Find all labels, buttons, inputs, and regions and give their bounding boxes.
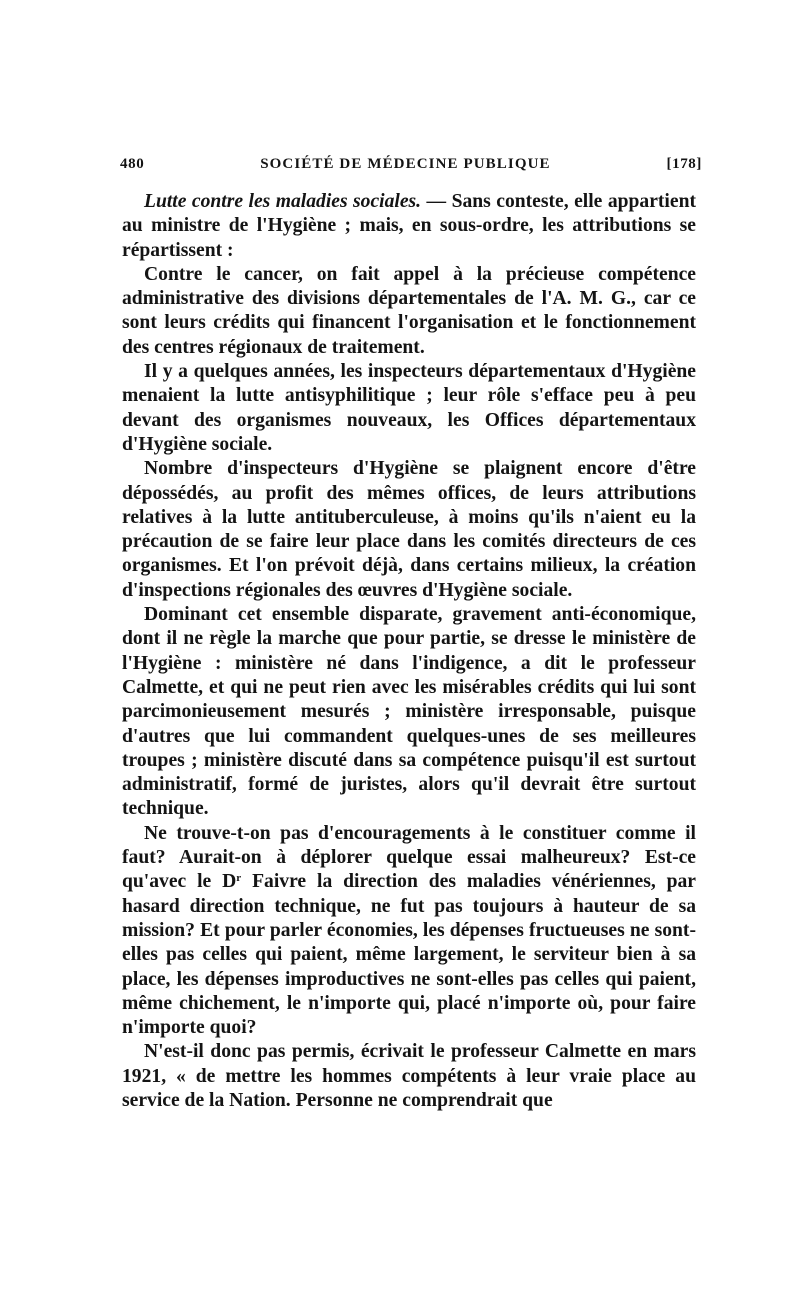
paragraph: Contre le cancer, on fait appel à la précieuse compétence administrative des divisions départementales de l'A. M. G., car ce sont leurs crédits qui financent l'organisation et le fonctionnement des centres régionaux de traitement. xyxy=(122,263,696,358)
paragraph-text: Faivre la direction des maladies vénériennes, par hasard direction technique, ne fut pas toujours à hauteur de sa mission? Et pour parler économies, les dépenses fructueuses ne sont-elles pas celles qui paient, même largement, le serviteur bien à sa place, les dépenses improductives ne sont-elles pas celles qui paient, même chichement, le n'importe qui, placé n'importe où, pour faire n'importe quoi? xyxy=(122,871,696,1039)
body-text xyxy=(122,190,696,1113)
paragraph: Nombre d'inspecteurs d'Hygiène se plaignent encore d'être dépossédés, au profit des mêmes offices, de leurs attributions relatives à la lutte antituberculeuse, à moins qu'ils n'aient eu la précaution de se faire leur place dans les comités directeurs de ces organismes. Et l'on prévoit déjà, dans certains milieux, la création d'inspections régionales des œuvres d'Hygiène sociale. xyxy=(122,458,696,601)
running-title: SOCIÉTÉ DE MÉDECINE PUBLIQUE xyxy=(260,156,551,172)
paragraph-text: Ne trouve-t-on pas d'encouragements à le constituer comme il faut? Aurait-on à déplorer quelque essai malheureux? Est-ce qu'avec le D xyxy=(122,822,696,893)
paragraph-text: — Sans conteste, elle appartient au ministre de l'Hygiène ; mais, en sous-ordre, les attributions se répartissent : xyxy=(122,191,696,261)
paragraph xyxy=(122,190,696,263)
paragraph: Il y a quelques années, les inspecteurs départementaux d'Hygiène menaient la lutte antisyphilitique ; leur rôle s'efface peu à peu devant des organismes nouveaux, les Offices départementaux d'Hygiène sociale. xyxy=(122,361,696,455)
running-head xyxy=(120,156,702,182)
book-page xyxy=(120,156,702,1113)
section-heading: Lutte contre les maladies sociales. xyxy=(144,191,422,212)
folio-number: [178] xyxy=(666,156,702,172)
paragraph: Dominant cet ensemble disparate, gravement anti-économique, dont il ne règle la marche que pour partie, se dresse le ministère de l'Hygiène : ministère né dans l'indigence, a dit le professeur Calmette, et qui ne peut rien avec les misérables crédits qui lui sont parcimonieusement mesurés ; ministère irresponsable, puisque d'autres que lui commandent quelques-unes de ses meilleures troupes ; ministère discuté dans sa compétence puisqu'il est surtout administratif, formé de juristes, alors qu'il devrait être surtout technique. xyxy=(122,604,696,820)
paragraph: N'est-il donc pas permis, écrivait le professeur Calmette en mars 1921, « de mettre les hommes compétents à leur vraie place au service de la Nation. Personne ne comprendrait que xyxy=(122,1041,696,1111)
superscript: r xyxy=(236,872,242,885)
page-number: 480 xyxy=(120,156,145,172)
paragraph xyxy=(122,822,696,1041)
